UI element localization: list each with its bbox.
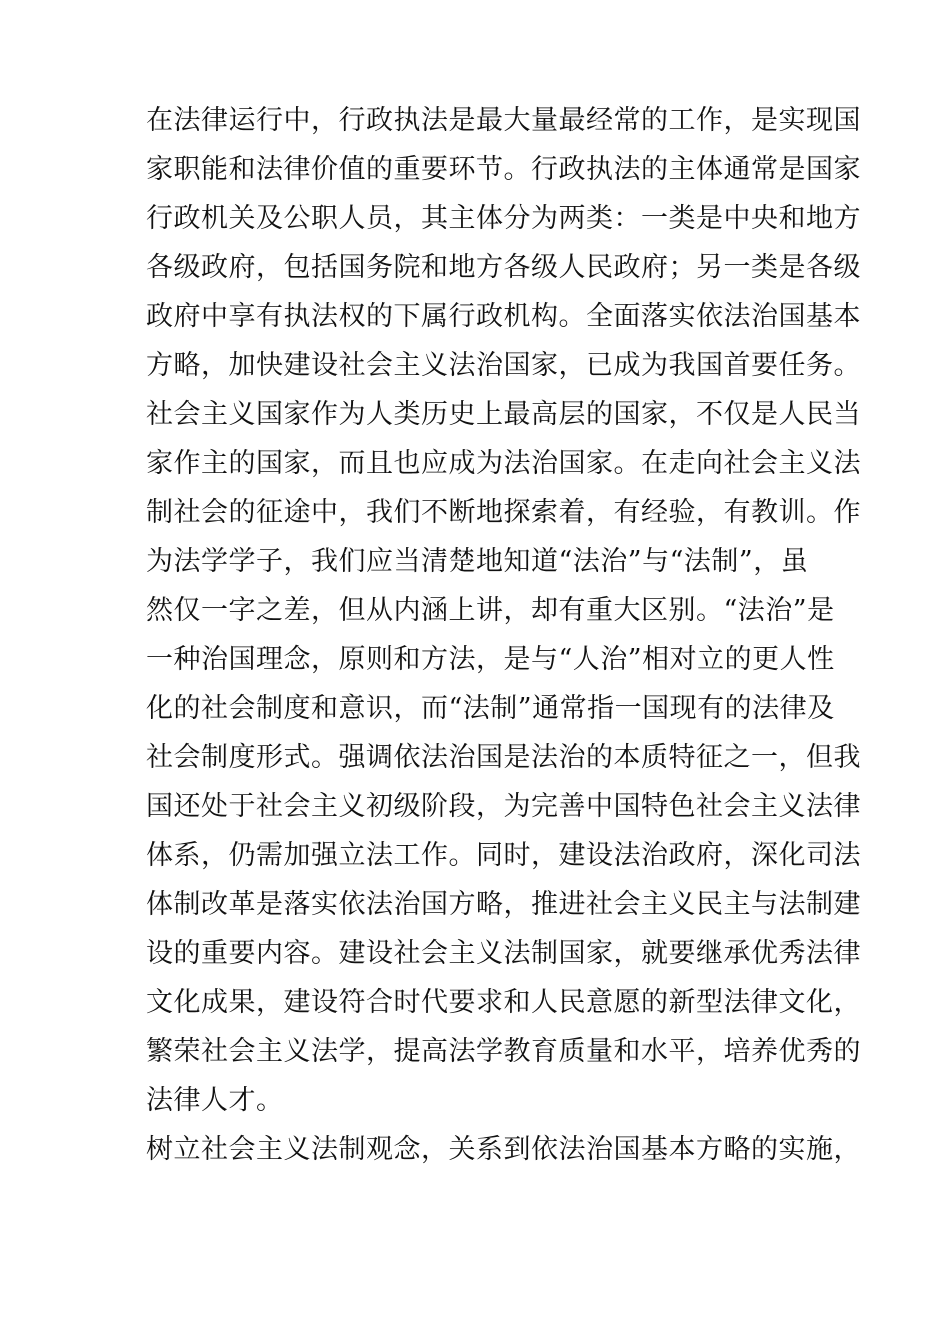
- text-line-9: 制社会的征途中，我们不断地探索着，有经验，有教训。作: [146, 497, 861, 528]
- text-line-16: 体系，仍需加强立法工作。同时，建设法治政府，深化司法: [146, 840, 861, 871]
- text-line-14: 社会制度形式。强调依法治国是法治的本质特征之一，但我: [146, 742, 861, 773]
- text-line-5: 政府中享有执法权的下属行政机构。全面落实依法治国基本: [146, 301, 861, 332]
- text-line-19: 文化成果，建设符合时代要求和人民意愿的新型法律文化，: [146, 987, 861, 1018]
- text-line-12: 一种治国理念，原则和方法，是与“人治”相对立的更人性: [146, 644, 835, 675]
- text-line-10: 为法学学子，我们应当清楚地知道“法治”与“法制”，虽: [146, 546, 809, 577]
- text-line-3: 行政机关及公职人员，其主体分为两类：一类是中央和地方: [146, 203, 861, 234]
- text-line-13: 化的社会制度和意识，而“法制”通常指一国现有的法律及: [146, 693, 835, 724]
- text-line-20: 繁荣社会主义法学，提高法学教育质量和水平，培养优秀的: [146, 1036, 861, 1067]
- text-line-21: 法律人才。: [146, 1085, 284, 1116]
- text-line-18: 设的重要内容。建设社会主义法制国家，就要继承优秀法律: [146, 938, 861, 969]
- text-line-8: 家作主的国家，而且也应成为法治国家。在走向社会主义法: [146, 448, 861, 479]
- text-line-7: 社会主义国家作为人类历史上最高层的国家，不仅是人民当: [146, 399, 861, 430]
- text-line-22: 树立社会主义法制观念，关系到依法治国基本方略的实施，: [146, 1134, 861, 1165]
- text-line-2: 家职能和法律价值的重要环节。行政执法的主体通常是国家: [146, 154, 861, 185]
- text-line-4: 各级政府，包括国务院和地方各级人民政府；另一类是各级: [146, 252, 861, 283]
- text-line-17: 体制改革是落实依法治国方略，推进社会主义民主与法制建: [146, 889, 861, 920]
- text-line-15: 国还处于社会主义初级阶段，为完善中国特色社会主义法律: [146, 791, 861, 822]
- text-line-1: 在法律运行中，行政执法是最大量最经常的工作，是实现国: [146, 105, 861, 136]
- text-line-11: 然仅一字之差，但从内涵上讲，却有重大区别。“法治”是: [146, 595, 835, 626]
- document-page: [146, 96, 861, 1174]
- text-line-6: 方略，加快建设社会主义法治国家，已成为我国首要任务。: [146, 350, 861, 381]
